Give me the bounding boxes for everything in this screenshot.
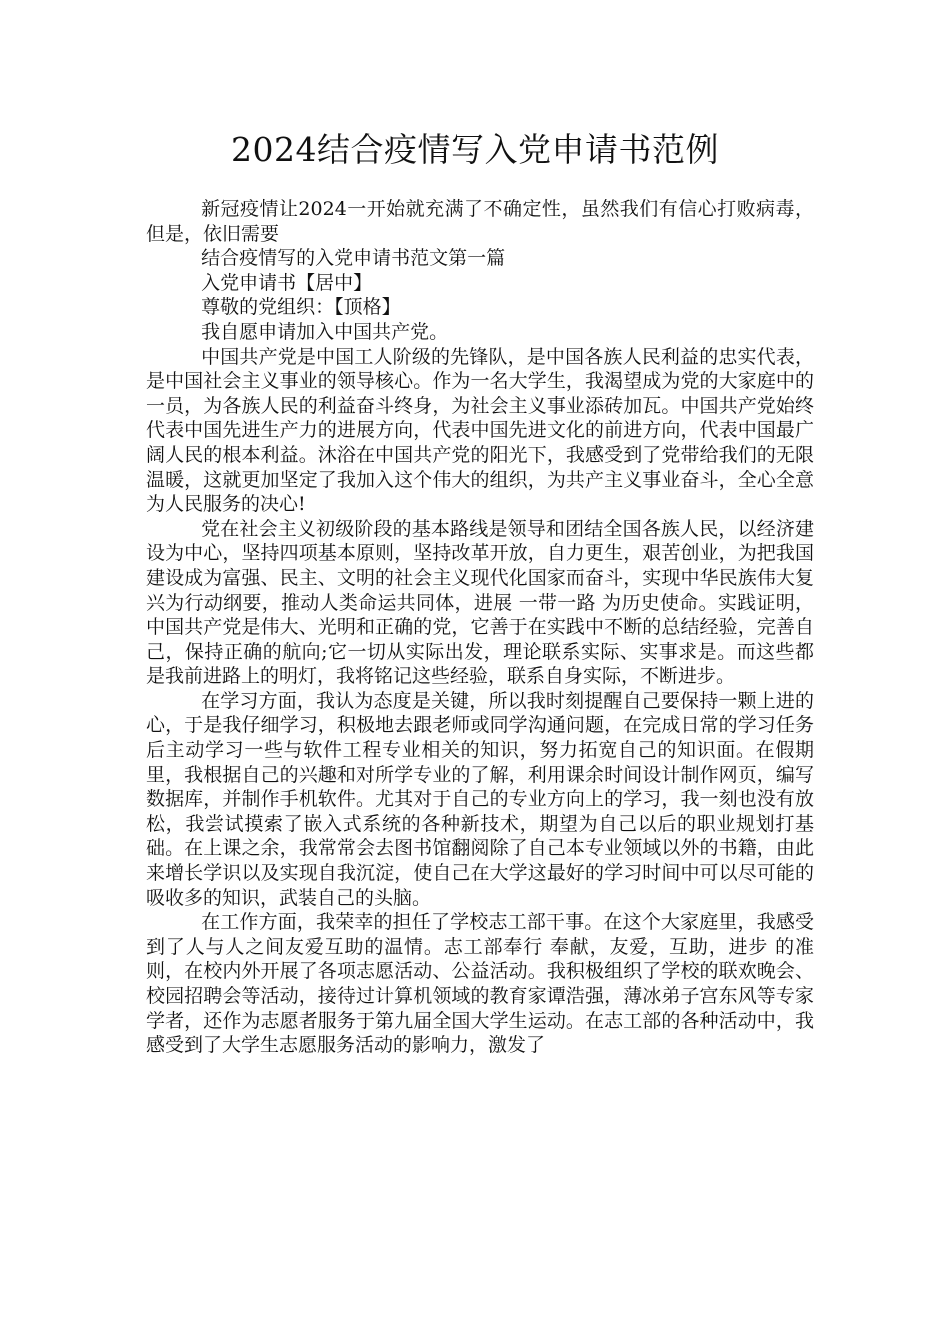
document-title: 2024结合疫情写入党申请书范例 [231, 130, 719, 169]
document-body [146, 197, 814, 1058]
paragraph-basic-line: 党在社会主义初级阶段的基本路线是领导和团结全国各族人民，以经济建设为中心，坚持四项基本原则，坚持改革开放，自力更生，艰苦创业，为把我国建设成为富强、民主、文明的社会主义现代化国家而奋斗，实现中华民族伟大复兴为行动纲要，推动人类命运共同体，进展 一带一路 为历史使命。实践证明，中国共产党是伟大、光明和正确的党，它善于在实践中不断的总结经验，完善自己，保持正确的航向;它一切从实际出发，理论联系实际、实事求是。而这些都是我前进路上的明灯，我将铭记这些经验，联系自身实际，不断进步。 [146, 517, 814, 688]
paragraph-application: 我自愿申请加入中国共产党。 [201, 320, 449, 343]
paragraph-subtitle: 结合疫情写的入党申请书范文第一篇 [201, 247, 506, 270]
paragraph-intro: 新冠疫情让2024一开始就充满了不确定性，虽然我们有信心打败病毒，但是，依旧需要 [146, 198, 814, 245]
paragraph-salutation: 尊敬的党组织：【顶格】 [201, 296, 401, 319]
paragraph-party-intro: 中国共产党是中国工人阶级的先锋队，是中国各族人民利益的忠实代表，是中国社会主义事业的领导核心。作为一名大学生，我渴望成为党的大家庭中的一员，为各族人民的利益奋斗终身，为社会主义事业添砖加瓦。中国共产党始终代表中国先进生产力的进展方向，代表中国先进文化的前进方向，代表中国最广阔人民的根本利益。沐浴在中国共产党的阳光下，我感受到了党带给我们的无限温暖，这就更加坚定了我加入这个伟大的组织，为共产主义事业奋斗，全心全意为人民服务的决心! [146, 345, 814, 516]
paragraph-study: 在学习方面，我认为态度是关键，所以我时刻提醒自己要保持一颗上进的心，于是我仔细学习，积极地去跟老师或同学沟通问题，在完成日常的学习任务后主动学习一些与软件工程专业相关的知识，努力拓宽自己的知识面。在假期里，我根据自己的兴趣和对所学专业的了解，利用课余时间设计制作网页，编写数据库，并制作手机软件。尤其对于自己的专业方向上的学习，我一刻也没有放松，我尝试摸索了嵌入式系统的各种新技术，期望为自己以后的职业规划打基础。在上课之余，我常常会去图书馆翻阅除了自己本专业领域以外的书籍，由此来增长学识以及实现自我沉淀，使自己在大学这最好的学习时间中可以尽可能的吸收多的知识，武装自己的头脑。 [146, 689, 814, 909]
paragraph-work: 在工作方面，我荣幸的担任了学校志工部干事。在这个大家庭里，我感受到了人与人之间友爱互助的温情。志工部奉行 奉献，友爱，互助，进步 的准则，在校内外开展了各项志愿活动、公益活动。我积极组织了学校的联欢晚会、校园招聘会等活动，接待过计算机领域的教育家谭浩强，薄冰弟子宫东风等专家学者，还作为志愿者服务于第九届全国大学生运动。在志工部的各种活动中，我感受到了大学生志愿服务活动的影响力，激发了 [146, 911, 814, 1057]
paragraph-heading: 入党申请书【居中】 [201, 271, 373, 294]
